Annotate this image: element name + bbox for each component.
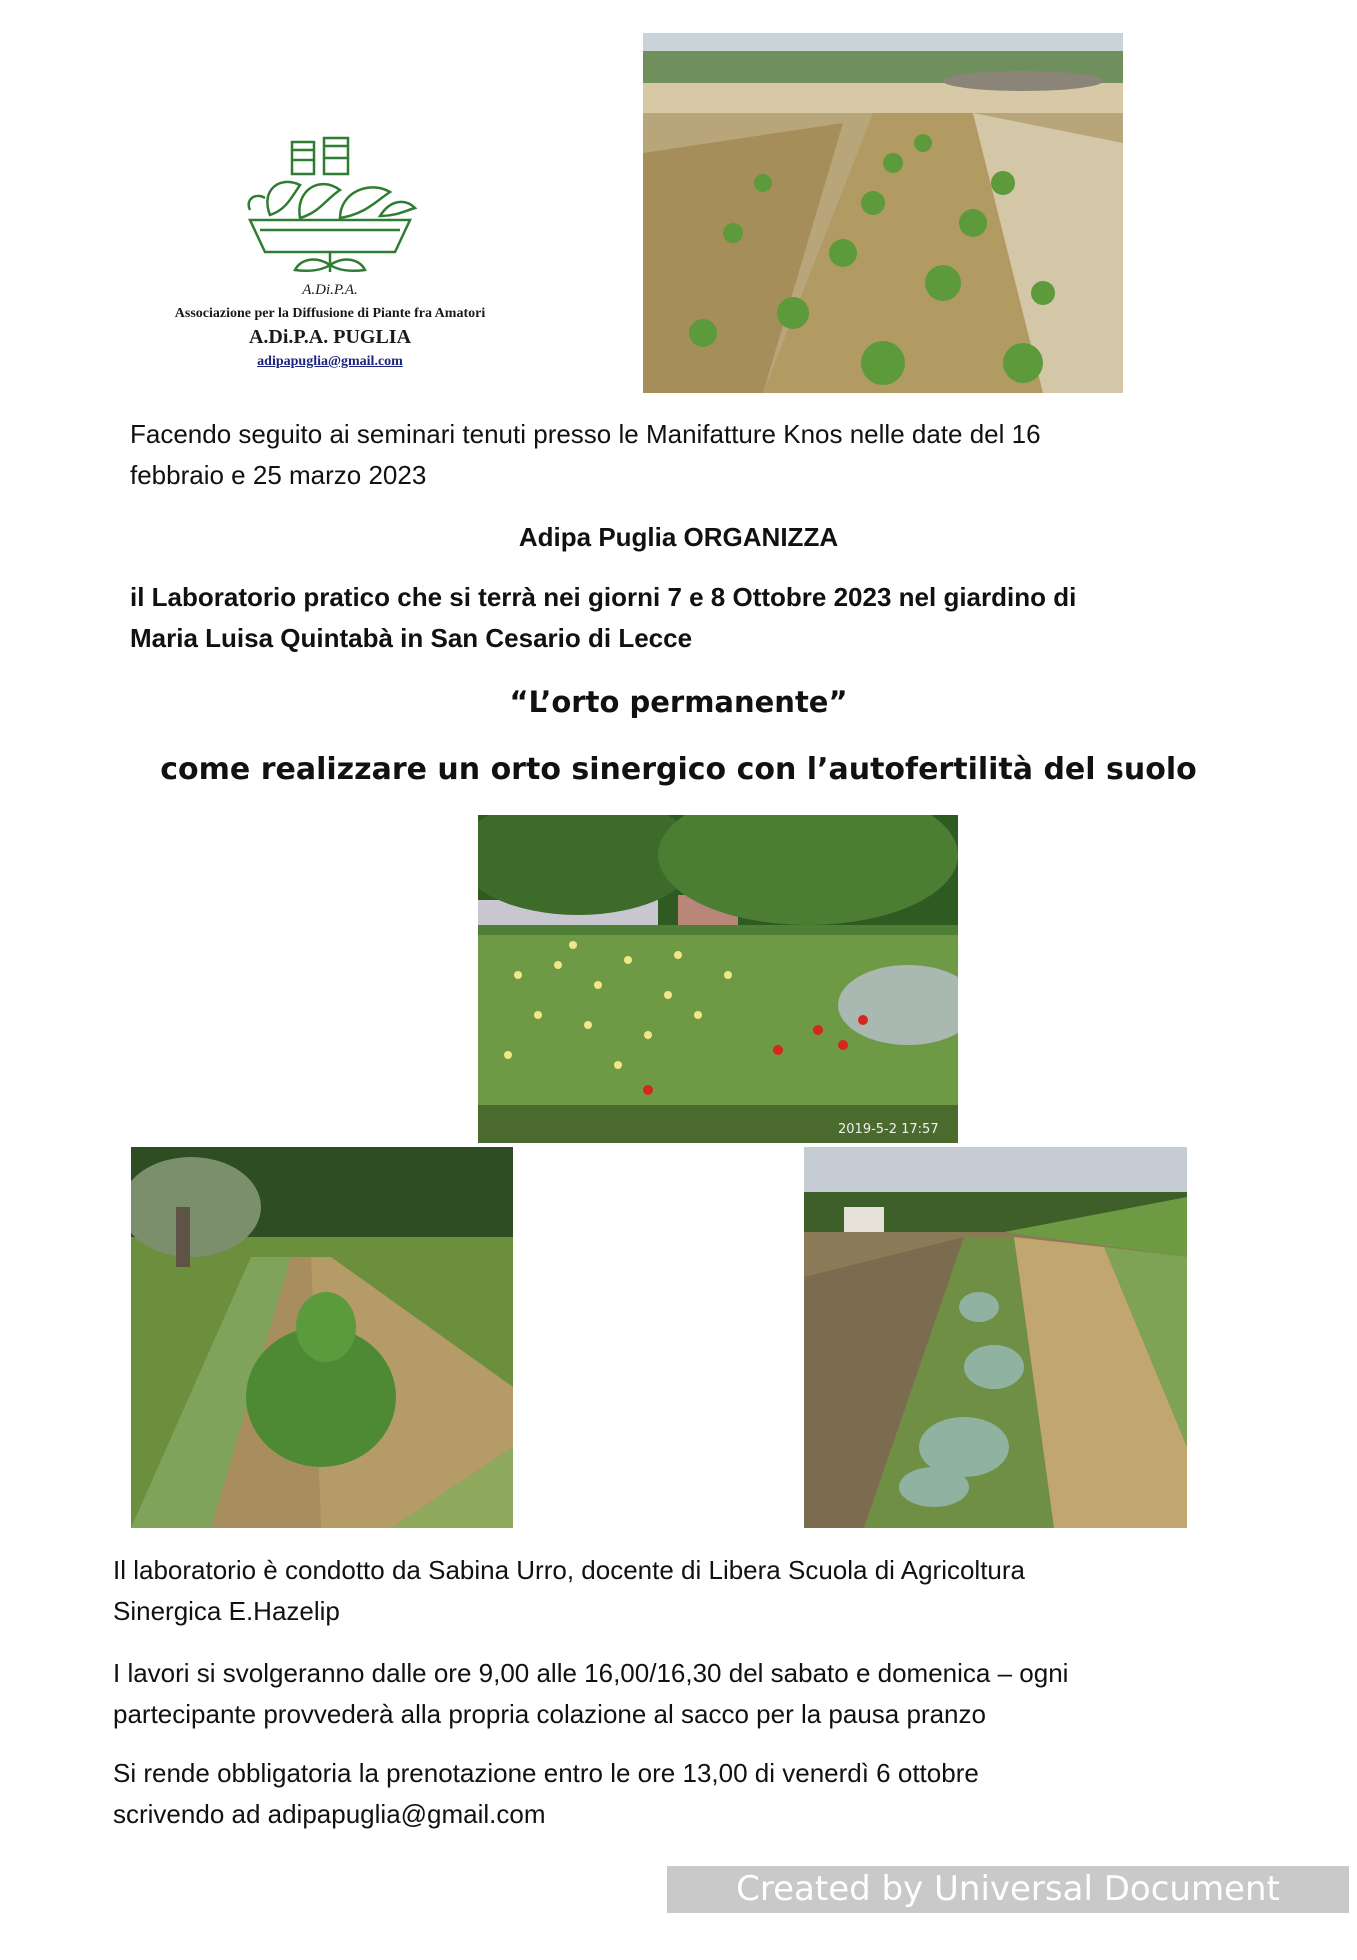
instructor-paragraph — [113, 1550, 1263, 1632]
intro-line-1: Facendo seguito ai seminari tenuti presso le Manifatture Knos nelle date del 16 — [130, 419, 1041, 449]
artichoke-rows-photo — [804, 1147, 1187, 1528]
workshop-paragraph — [130, 577, 1250, 659]
workshop-line-2: Maria Luisa Quintabà in San Cesario di Lecce — [130, 623, 693, 653]
booking-line-2: scrivendo ad adipapuglia@gmail.com — [113, 1799, 546, 1829]
logo-abbreviation: A.Di.P.A. — [302, 282, 358, 298]
event-title: “L’orto permanente” — [509, 685, 848, 719]
garden-beds-photo — [643, 33, 1123, 393]
mulched-beds-photo — [131, 1147, 513, 1528]
booking-line-1: Si rende obbligatoria la prenotazione entro le ore 13,00 di venerdì 6 ottobre — [113, 1758, 979, 1788]
workshop-line-1: il Laboratorio pratico che si terrà nei giorni 7 e 8 Ottobre 2023 nel giardino di — [130, 582, 1077, 612]
adipa-logo — [130, 130, 530, 380]
logo-association-name: Associazione per la Diffusione di Piante fra Amatori — [174, 306, 486, 321]
photo-timestamp: 2019-5-2 17:57 — [838, 1122, 939, 1137]
booking-paragraph — [113, 1753, 1263, 1835]
schedule-line-1: I lavori si svolgeranno dalle ore 9,00 alle 16,00/16,30 del sabato e domenica – ogni — [113, 1658, 1069, 1688]
converter-watermark: Created by Universal Document Converter — [667, 1866, 1349, 1913]
intro-paragraph — [130, 414, 1230, 496]
event-subtitle: come realizzare un orto sinergico con l’autofertilità del suolo — [160, 752, 1197, 787]
logo-title: A.Di.P.A. PUGLIA — [248, 326, 412, 348]
logo-email-link[interactable]: adipapuglia@gmail.com — [257, 354, 403, 369]
organizer-heading: Adipa Puglia ORGANIZZA — [518, 522, 839, 552]
wildflower-garden-photo — [478, 815, 958, 1143]
intro-line-2: febbraio e 25 marzo 2023 — [130, 460, 427, 490]
instructor-line-2: Sinergica E.Hazelip — [113, 1596, 340, 1626]
schedule-line-2: partecipante provvederà alla propria colazione al sacco per la pausa pranzo — [113, 1699, 986, 1729]
instructor-line-1: Il laboratorio è condotto da Sabina Urro, docente di Libera Scuola di Agricoltura — [113, 1555, 1026, 1585]
adipa-emblem-icon — [230, 130, 430, 280]
schedule-paragraph — [113, 1653, 1263, 1735]
